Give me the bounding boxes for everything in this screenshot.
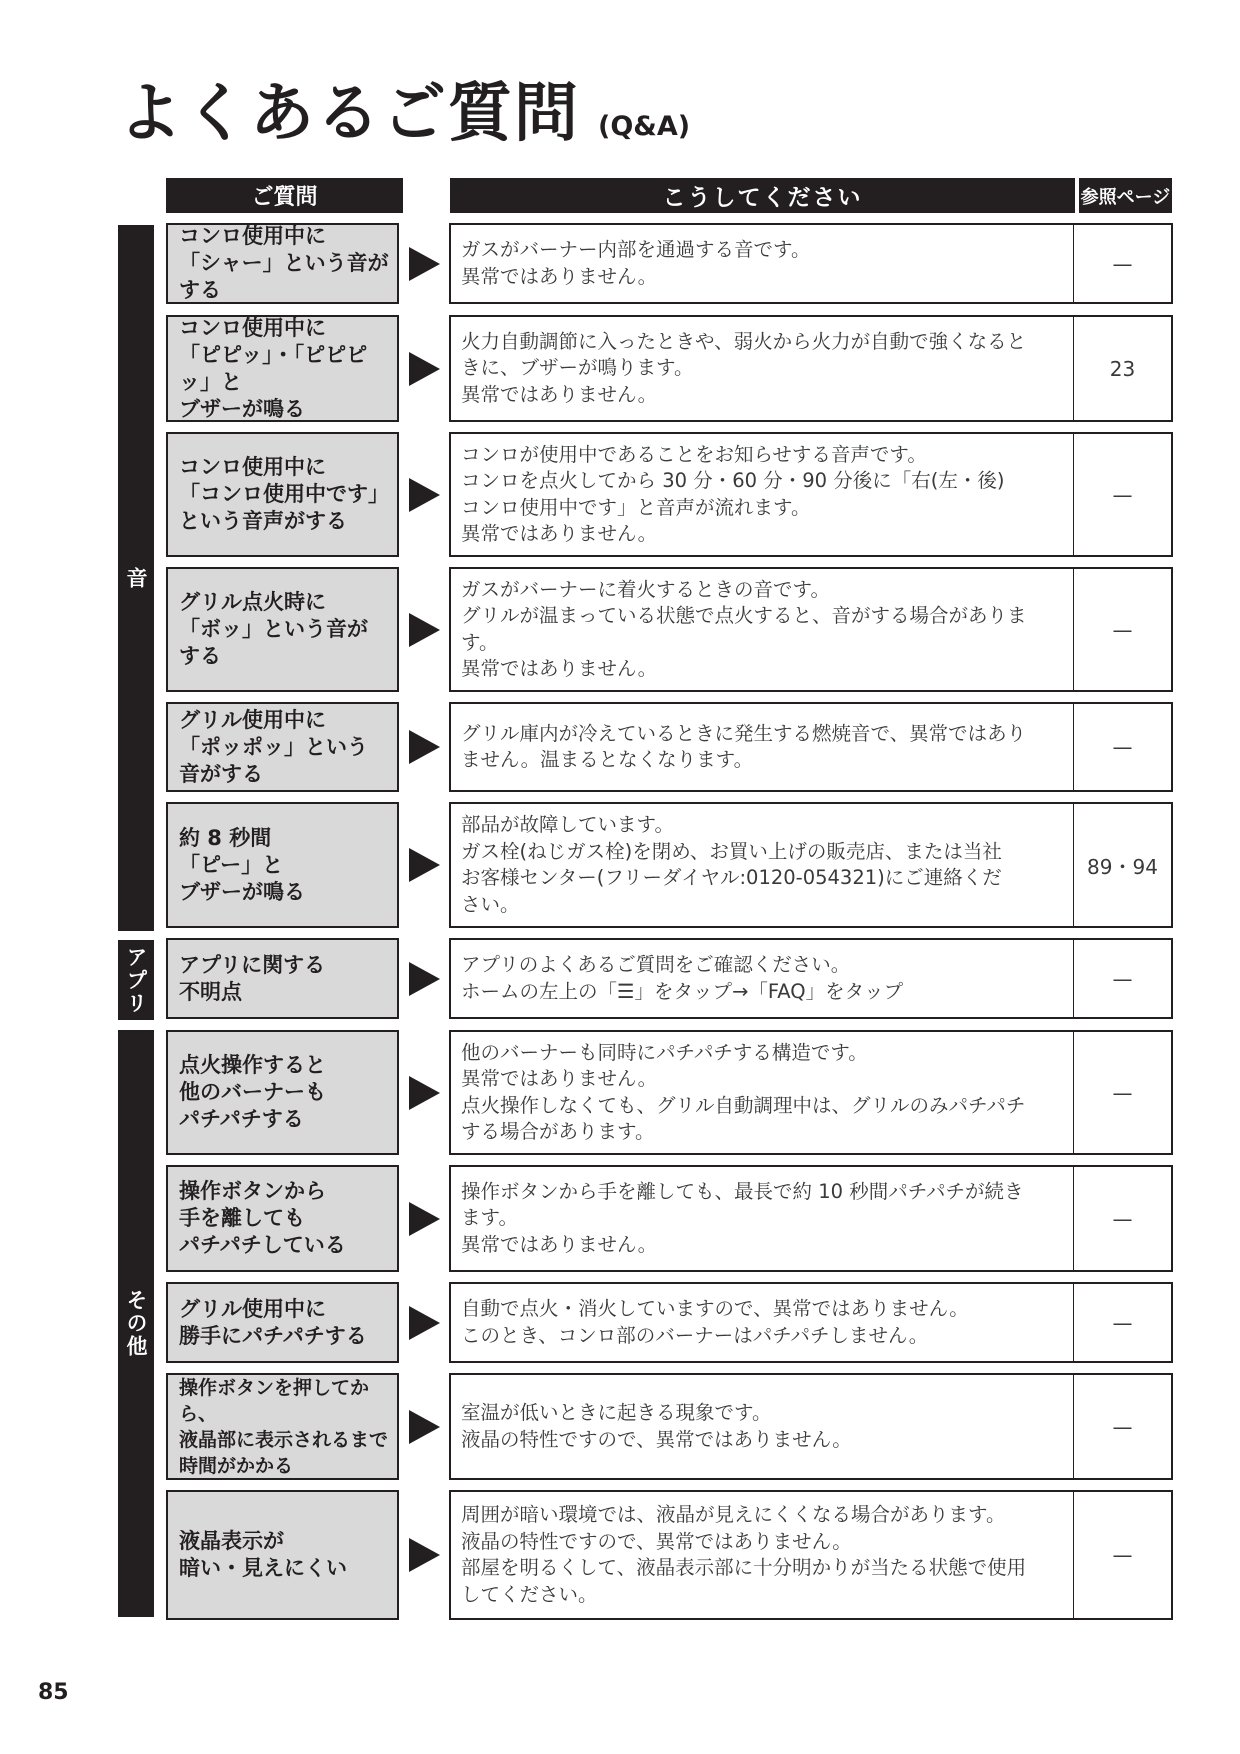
arrow-right-icon <box>409 478 440 512</box>
arrow-right-icon <box>409 962 440 996</box>
page-ref-cell: — <box>1073 1165 1173 1272</box>
arrow-right-icon <box>409 352 440 386</box>
question-cell: グリル点火時に 「ボッ」という音が する <box>166 567 399 692</box>
answer-cell: 自動で点火・消火していますので、異常ではありません。 このとき、コンロ部のバーナーはパチパチしません。 <box>449 1282 1074 1363</box>
question-cell: 点火操作すると 他のバーナーも パチパチする <box>166 1030 399 1155</box>
question-cell: 操作ボタンから 手を離しても パチパチしている <box>166 1165 399 1272</box>
arrow-right-icon <box>409 1202 440 1236</box>
table-row <box>0 223 1240 304</box>
header-question: ご質問 <box>166 178 403 213</box>
question-cell: コンロ使用中に 「ピピッ」・「ピピピッ」と ブザーが鳴る <box>166 315 399 422</box>
answer-cell: 室温が低いときに起きる現象です。 液晶の特性ですので、異常ではありません。 <box>449 1373 1074 1480</box>
header-page: 参照ページ <box>1079 178 1172 213</box>
table-row <box>0 802 1240 928</box>
category-other: その他 <box>118 1030 154 1617</box>
page-ref-cell: — <box>1073 938 1173 1019</box>
answer-cell: 部品が故障しています。 ガス栓(ねじガス栓)を閉め、お買い上げの販売店、または当社 お客様センター(フリーダイヤル:0120-054321)にご連絡くだ さい。 <box>449 802 1074 928</box>
table-row <box>0 567 1240 692</box>
category-sound: 音 <box>118 225 154 931</box>
page-ref-cell: — <box>1073 702 1173 792</box>
page-ref-cell: — <box>1073 1490 1173 1620</box>
table-row <box>0 938 1240 1019</box>
question-cell: グリル使用中に 勝手にパチパチする <box>166 1282 399 1363</box>
arrow-right-icon <box>409 730 440 764</box>
table-row <box>0 1282 1240 1363</box>
table-row <box>0 702 1240 792</box>
table-row <box>0 1373 1240 1480</box>
page-ref-cell: 89・94 <box>1073 802 1173 928</box>
title-main: よくあるご質問 <box>118 77 580 151</box>
page-ref-cell: — <box>1073 1373 1173 1480</box>
answer-cell: 火力自動調節に入ったときや、弱火から火力が自動で強くなると きに、ブザーが鳴ります。 異常ではありません。 <box>449 315 1074 422</box>
table-row <box>0 315 1240 422</box>
question-cell: 操作ボタンを押してから、 液晶部に表示されるまで 時間がかかる <box>166 1373 399 1480</box>
question-cell: グリル使用中に 「ポッポッ」という 音がする <box>166 702 399 792</box>
arrow-right-icon <box>409 1306 440 1340</box>
page-ref-cell: — <box>1073 567 1173 692</box>
arrow-right-icon <box>409 1538 440 1572</box>
question-cell: 液晶表示が 暗い・見えにくい <box>166 1490 399 1620</box>
title-sub: (Q&A) <box>598 111 691 142</box>
page-ref-cell: — <box>1073 432 1173 557</box>
question-cell: 約 8 秒間 「ピー」と ブザーが鳴る <box>166 802 399 928</box>
question-cell: コンロ使用中に 「コンロ使用中です」 という音声がする <box>166 432 399 557</box>
arrow-right-icon <box>409 613 440 647</box>
answer-cell: グリル庫内が冷えているときに発生する燃焼音で、異常ではあり ません。温まるとなくなります。 <box>449 702 1074 792</box>
page-title <box>118 77 691 151</box>
table-row <box>0 432 1240 557</box>
header-answer: こうしてください <box>450 178 1075 213</box>
table-row <box>0 1030 1240 1155</box>
page-ref-cell: — <box>1073 1030 1173 1155</box>
arrow-right-icon <box>409 1410 440 1444</box>
page-ref-cell: — <box>1073 1282 1173 1363</box>
answer-cell: 操作ボタンから手を離しても、最長で約 10 秒間パチパチが続き ます。 異常ではありません。 <box>449 1165 1074 1272</box>
question-cell: アプリに関する 不明点 <box>166 938 399 1019</box>
arrow-right-icon <box>409 1076 440 1110</box>
table-row <box>0 1490 1240 1620</box>
page-ref-cell: 23 <box>1073 315 1173 422</box>
question-cell: コンロ使用中に 「シャー」という音がする <box>166 223 399 304</box>
answer-cell: 他のバーナーも同時にパチパチする構造です。 異常ではありません。 点火操作しなくても、グリル自動調理中は、グリルのみパチパチ する場合があります。 <box>449 1030 1074 1155</box>
answer-cell: 周囲が暗い環境では、液晶が見えにくくなる場合があります。 液晶の特性ですので、異常ではありません。 部屋を明るくして、液晶表示部に十分明かりが当たる状態で使用 してください。 <box>449 1490 1074 1620</box>
answer-cell: アプリのよくあるご質問をご確認ください。 ホームの左上の「☰」をタップ→「FAQ」をタップ <box>449 938 1074 1019</box>
page-ref-cell: — <box>1073 223 1173 304</box>
answer-cell: ガスがバーナーに着火するときの音です。 グリルが温まっている状態で点火すると、音がする場合がありま す。 異常ではありません。 <box>449 567 1074 692</box>
answer-cell: ガスがバーナー内部を通過する音です。 異常ではありません。 <box>449 223 1074 304</box>
answer-cell: コンロが使用中であることをお知らせする音声です。 コンロを点火してから 30 分・60 分・90 分後に「右(左・後) コンロ使用中です」と音声が流れます。 異常ではありません。 <box>449 432 1074 557</box>
arrow-right-icon <box>409 848 440 882</box>
arrow-right-icon <box>409 247 440 281</box>
page-number: 85 <box>38 1680 69 1705</box>
category-app: アプリ <box>118 940 154 1020</box>
table-row <box>0 1165 1240 1272</box>
